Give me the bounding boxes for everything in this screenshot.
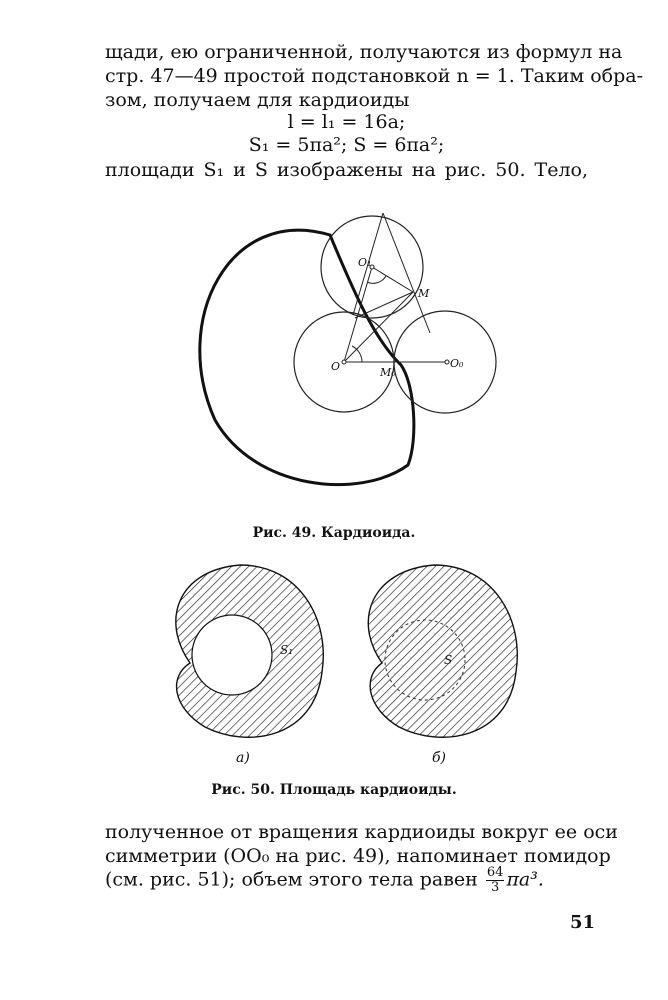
text-line-7-end: πa³. xyxy=(506,868,544,891)
point-O xyxy=(342,360,346,364)
figure-50-caption: Рис. 50. Площадь кардиоиды. xyxy=(211,782,457,798)
text-line-7-start: (см. рис. 51); объем этого тела равен xyxy=(105,868,478,891)
figure-50a xyxy=(176,565,323,766)
formula-length: l = l₁ = 16a; xyxy=(287,111,406,133)
text-line-7 xyxy=(105,866,588,895)
text-line-3: зом, получаем для кардиоиды xyxy=(105,89,410,111)
label-S: S xyxy=(444,653,453,667)
label-a: а) xyxy=(236,750,250,766)
label-M0: M₀ xyxy=(380,366,396,379)
label-S1: S₁ xyxy=(280,643,294,657)
volume-fraction xyxy=(486,866,505,895)
label-O: O xyxy=(331,360,341,373)
cardioid-curve xyxy=(200,230,414,484)
label-b: б) xyxy=(432,750,447,766)
inner-circle-a xyxy=(192,615,272,695)
label-O1: O₁ xyxy=(358,256,372,269)
fraction-numerator: 64 xyxy=(486,865,504,880)
text-line-6: симметрии (OO₀ на рис. 49), напоминает помидор xyxy=(105,845,611,867)
page-number: 51 xyxy=(570,912,596,933)
label-M: M xyxy=(418,287,430,300)
cardioid-area-b xyxy=(368,565,517,737)
text-line-2: стр. 47—49 простой подстановкой n = 1. Таким обра- xyxy=(105,65,643,87)
angle-arc-O1 xyxy=(367,276,386,283)
label-O0: O₀ xyxy=(450,357,464,370)
text-line-4: площади S₁ и S изображены на рис. 50. Тело, xyxy=(105,159,588,181)
text-line-1: щади, ею ограниченной, получаются из формул на xyxy=(105,41,623,63)
figure-49-caption: Рис. 49. Кардиоида. xyxy=(252,525,416,541)
figure-49 xyxy=(200,213,496,485)
fraction-denominator: 3 xyxy=(491,880,500,895)
line-O1-M xyxy=(372,267,413,292)
point-O0 xyxy=(445,360,449,364)
formula-areas: S₁ = 5πa²; S = 6πa²; xyxy=(248,134,445,156)
text-line-5: полученное от вращения кардиоиды вокруг ее оси xyxy=(105,821,618,843)
figure-50b xyxy=(368,565,517,766)
